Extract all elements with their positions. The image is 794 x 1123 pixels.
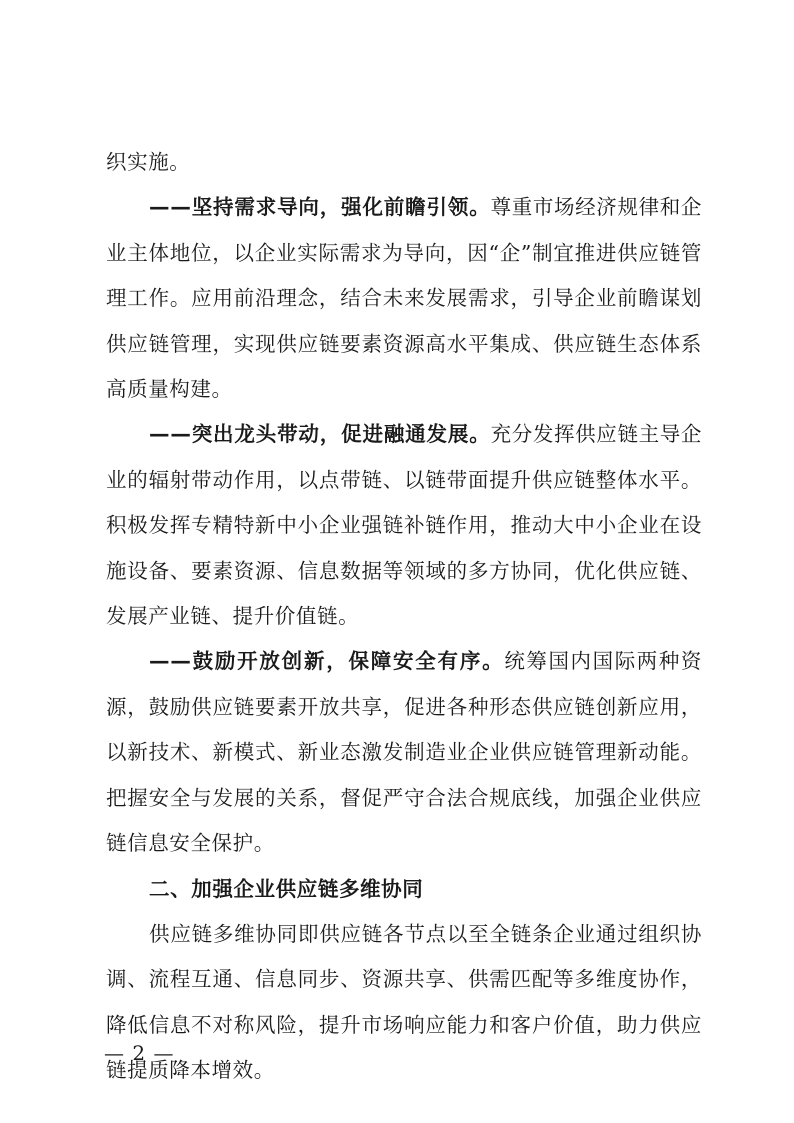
paragraph-continuation bbox=[106, 140, 702, 185]
principle-paragraph bbox=[106, 185, 702, 412]
paragraph-text: 充分发挥供应链主导企业的辐射带动作用，以点带链、以链带面提升供应链整体水平。积极发挥专精特新中小企业强链补链作用，推动大中小企业在设施设备、要素资源、信息数据等领域的多方协同，优化供应链、发展产业链、提升价值链。 bbox=[106, 422, 702, 629]
paragraph-text: 织实施。 bbox=[106, 150, 191, 174]
principle-lead: ——坚持需求导向，强化前瞻引领。 bbox=[149, 195, 491, 220]
principle-paragraph bbox=[106, 412, 702, 639]
paragraph-text: 统筹国内国际两种资源，鼓励供应链要素开放共享，促进各种形态供应链创新应用，以新技术、新模式、新业态激发制造业企业供应链管理新动能。把握安全与发展的关系，督促严守合法合规底线，加强企业供应链信息安全保护。 bbox=[106, 649, 702, 856]
document-body bbox=[106, 140, 702, 1094]
page-number: — 2 — bbox=[104, 1041, 175, 1065]
paragraph-text: 尊重市场经济规律和企业主体地位，以企业实际需求为导向，因“企”制宜推进供应链管理工作。应用前沿理念，结合未来发展需求，引导企业前瞻谋划供应链管理，实现供应链要素资源高水平集成、供应链生态体系高质量构建。 bbox=[106, 195, 702, 402]
principle-lead: ——鼓励开放创新，保障安全有序。 bbox=[149, 649, 505, 674]
principle-lead: ——突出龙头带动，促进融通发展。 bbox=[149, 422, 491, 447]
principle-paragraph bbox=[106, 639, 702, 866]
section-paragraph: 供应链多维协同即供应链各节点以至全链条企业通过组织协调、流程互通、信息同步、资源共享、供需匹配等多维度协作，降低信息不对称风险，提升市场响应能力和客户价值，助力供应链提质降本增效。 bbox=[106, 921, 702, 1083]
section-heading: 二、加强企业供应链多维协同 bbox=[149, 876, 424, 901]
